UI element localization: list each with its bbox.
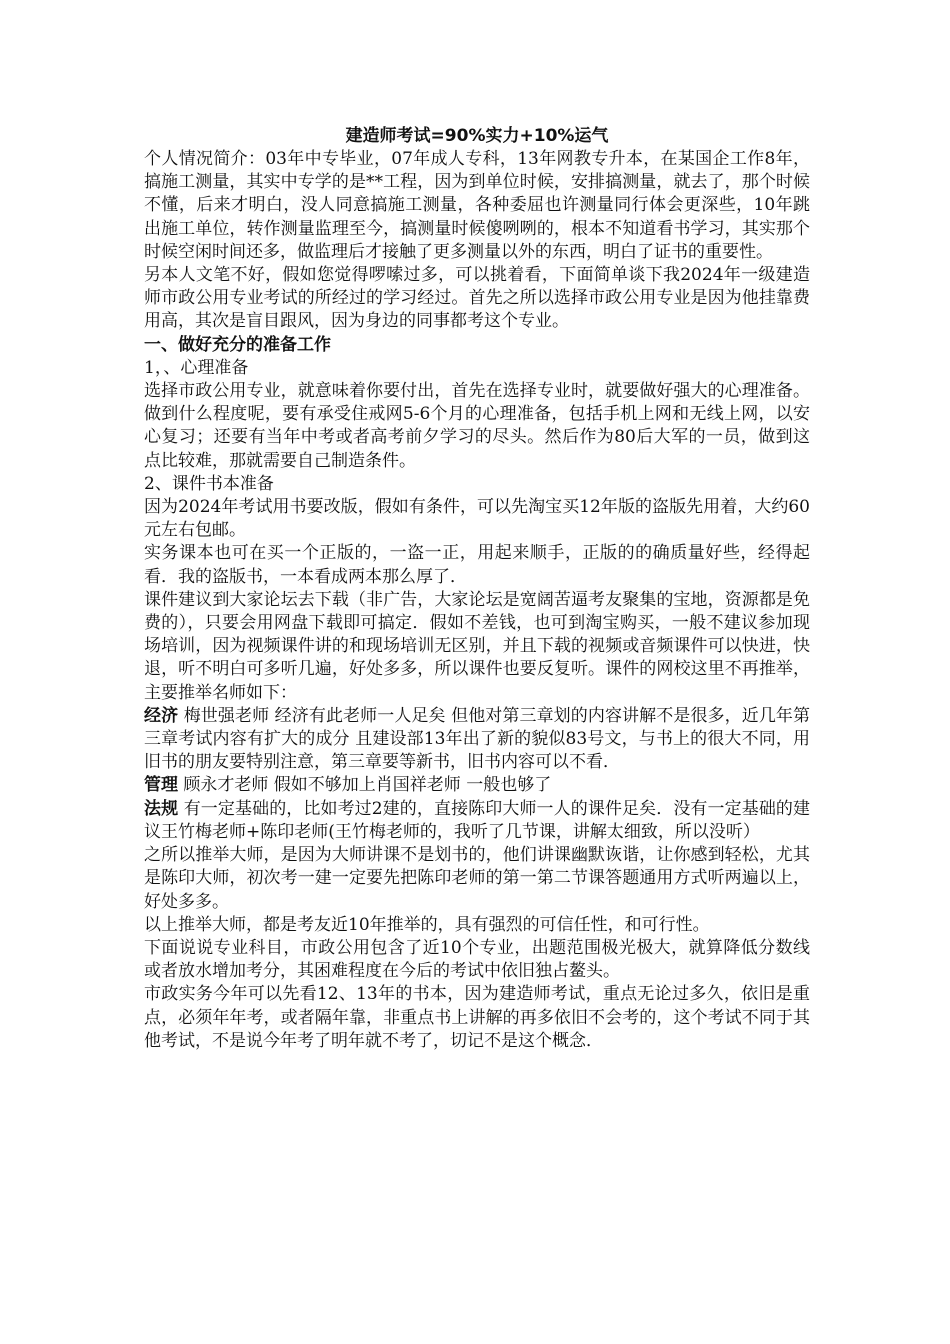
law-text: 有一定基础的，比如考过2建的，直接陈印大师一人的课件足矣．没有一定基础的建议王竹梅老师+陈印老师(王竹梅老师的，我听了几节课，讲解太细致，所以没听） [144, 798, 811, 842]
management-teacher-paragraph [144, 774, 810, 797]
management-text: 顾永才老师 假如不够加上肖国祥老师 一般也够了 [178, 775, 552, 796]
economics-teacher-paragraph [144, 705, 810, 775]
textbook-paragraph: 因为2024年考试用书要改版，假如有条件，可以先淘宝买12年版的盗版先用着，大约60元左右包邮。 [144, 497, 810, 541]
section-heading-preparation: 一、做好充分的准备工作 [144, 334, 331, 355]
subject-paragraph: 下面说说专业科目，市政公用包含了近10个专业，出题范围极光极大，就算降低分数线或者放水增加考分，其困难程度在今后的考试中依旧独占鳌头。 [144, 937, 810, 982]
intro-paragraph: 个人情况简介：03年中专毕业，07年成人专科，13年网教专升本，在某国企工作8年，搞施工测量，其实中专学的是**工程，因为到单位时候，安排搞测量，就去了，那个时候不懂，后来才明白，没人同意搞施工测量，各种委屈也许测量同行体会更深些，10年跳出施工单位，转作测量监理至今，搞测量时候傻咧咧的，根本不知道看书学习，其实那个时候空闲时间还多，做监理后才接触了更多测量以外的东西，明白了证书的重要性。 [144, 149, 810, 262]
recommendation-paragraph: 以上推举大师，都是考友近10年推举的，具有强烈的可信任性，和可行性。 [144, 914, 710, 935]
law-teacher-paragraph [144, 798, 810, 844]
master-reason-paragraph: 之所以推举大师，是因为大师讲课不是划书的，他们讲课幽默诙谐，让你感到轻松，尤其是陈印大师，初次考一建一定要先把陈印老师的第一第二节课答题通用方式听两遍以上，好处多多。 [144, 845, 810, 912]
mental-prep-paragraph: 选择市政公用专业，就意味着你要付出，首先在选择专业时，就要做好强大的心理准备。做到什么程度呢，要有承受住戒网5-6个月的心理准备，包括手机上网和无线上网，以安心复习；还要有当年中考或者高考前夕学习的尽头。然后作为80后大军的一员，做到这点比较难，那就需要自己制造条件。 [144, 381, 810, 471]
economics-text: 梅世强老师 经济有此老师一人足矣 但他对第三章划的内容讲解不是很多，近几年第三章考试内容有扩大的成分 且建设部13年出了新的貌似83号文，与书上的很大不同，用旧书的朋友要特别注意，第三章要等新书，旧书内容可以不看． [144, 705, 811, 773]
document-page [144, 124, 810, 1053]
management-label: 管理 [144, 775, 178, 796]
background-paragraph: 另本人文笔不好，假如您觉得啰嗦过多，可以挑着看，下面简单谈下我2024年一级建造师市政公用专业考试的所经过的学习经过。首先之所以选择市政公用专业是因为他挂靠费用高，其次是盲目跟风，因为身边的同事都考这个专业。 [144, 265, 810, 332]
practice-subject-paragraph: 市政实务今年可以先看12、13年的书本，因为建造师考试，重点无论过多久，依旧是重点，必须年年考，或者隔年靠，非重点书上讲解的再多依旧不会考的，这个考试不同于其他考试，不是说今年考了明年就不考了，切记不是这个概念． [144, 984, 810, 1051]
courseware-paragraph: 课件建议到大家论坛去下载（非广告，大家论坛是宽阔苦逼考友聚集的宝地，资源都是免费的），只要会用网盘下载即可搞定．假如不差钱，也可到淘宝购买，一般不建议参加现场培训，因为视频课件讲的和现场培训无区别，并且下载的视频或音频课件可以快进，快退，听不明白可多听几遍，好处多多，所以课件也要反复听。课件的网校这里不再推举，主要推举名师如下： [144, 589, 810, 703]
subheading-mental-prep: 1，、心理准备 [144, 357, 249, 378]
economics-label: 经济 [144, 705, 179, 726]
subheading-materials-prep: 2、课件书本准备 [144, 473, 274, 494]
law-label: 法规 [144, 798, 179, 819]
practice-book-paragraph: 实务课本也可在买一个正版的，一盗一正，用起来顺手，正版的的确质量好些，经得起看．我的盗版书，一本看成两本那么厚了． [144, 543, 810, 587]
document-title: 建造师考试=90%实力+10%运气 [345, 126, 609, 146]
